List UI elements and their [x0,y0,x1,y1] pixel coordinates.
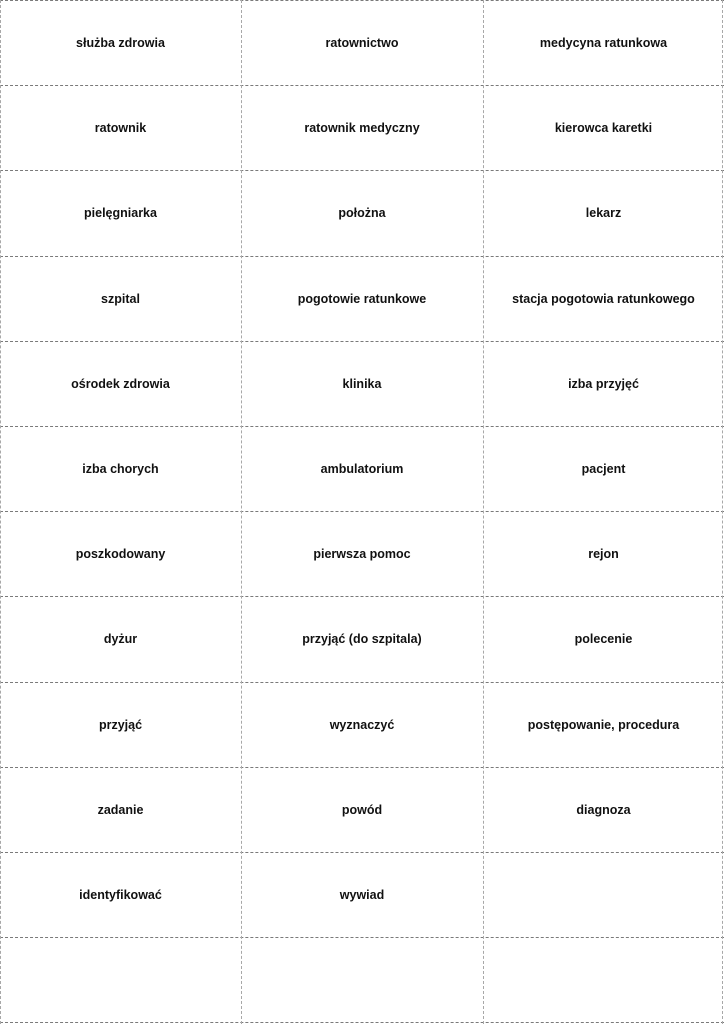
flashcard-term: ratownictwo [325,35,399,50]
flashcard-term: izba przyjęć [568,376,639,391]
cut-line-horizontal [0,1022,724,1023]
flashcard [241,256,483,341]
flashcard-term: diagnoza [576,802,631,817]
flashcard [241,426,483,511]
flashcard [0,511,241,596]
flashcard-term: rejon [588,546,619,561]
flashcard-term: poszkodowany [75,546,166,561]
flashcard-term: klinika [342,376,382,391]
flashcard-term: zadanie [97,802,144,817]
flashcard-term: ośrodek zdrowia [71,376,170,391]
flashcard [241,170,483,255]
flashcard [483,0,724,85]
flashcard [483,170,724,255]
flashcard [0,596,241,681]
flashcard [241,596,483,681]
flashcard [241,937,483,1022]
flashcard [483,596,724,681]
flashcard [483,937,724,1022]
flashcard [0,682,241,767]
flashcard [241,682,483,767]
flashcard-term: lekarz [585,205,622,220]
flashcard-term: położna [338,205,386,220]
flashcard [0,767,241,852]
flashcard [0,256,241,341]
flashcard-term: ambulatorium [320,461,404,476]
flashcard-term: ratownik medyczny [304,120,420,135]
flashcard-term: wywiad [339,887,385,902]
flashcard-term: przyjąć [98,717,143,732]
flashcard [483,85,724,170]
flashcard [483,426,724,511]
flashcard-term: kierowca karetki [554,120,653,135]
flashcard-term: medycyna ratunkowa [539,35,668,50]
flashcard [483,341,724,426]
flashcard-term: powód [341,802,383,817]
flashcard [0,937,241,1022]
flashcard [483,852,724,937]
flashcard [0,852,241,937]
flashcard [0,341,241,426]
flashcard-term: stacja pogotowia ratunkowego [512,291,695,306]
flashcard-term: polecenie [574,631,633,646]
flashcard [483,256,724,341]
flashcard-term: wyznaczyć [329,717,395,732]
flashcard [241,852,483,937]
flashcard [241,85,483,170]
flashcard [0,170,241,255]
flashcard [241,767,483,852]
flashcard-term: pierwsza pomoc [313,546,411,561]
flashcard-term: izba chorych [82,461,159,476]
flashcard-term: pogotowie ratunkowe [297,291,427,306]
flashcard-term: pielęgniarka [84,205,157,220]
flashcard [241,0,483,85]
flashcard-term: identyfikować [79,887,162,902]
flashcard-term: postępowanie, procedura [527,717,680,732]
flashcard [0,0,241,85]
flashcard [0,426,241,511]
flashcard-term: służba zdrowia [76,35,165,50]
flashcard [241,341,483,426]
flashcard [483,682,724,767]
flashcard-term: dyżur [103,631,138,646]
flashcard-term: pacjent [581,461,626,476]
flashcard [0,85,241,170]
flashcard [483,767,724,852]
flashcard [241,511,483,596]
flashcard-term: ratownik [94,120,147,135]
flashcard [483,511,724,596]
flashcard-term: szpital [101,291,140,306]
flashcard-term: przyjąć (do szpitala) [302,631,422,646]
